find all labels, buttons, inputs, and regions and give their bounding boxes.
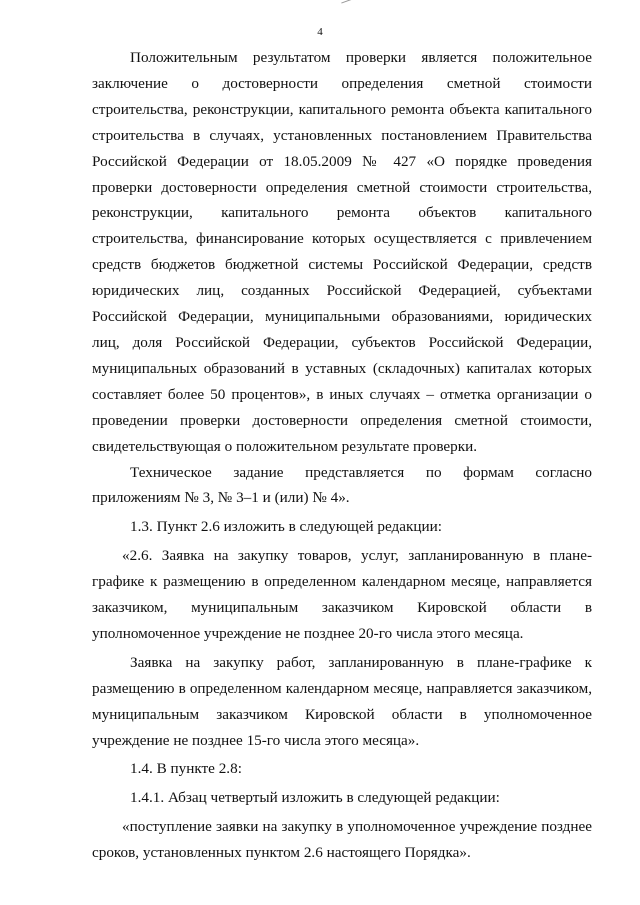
- paragraph-technical-task: Техническое задание представляется по формам согласно приложениям № 3, № 3–1 и (или) № 4».: [92, 463, 592, 507]
- paragraph-item-2-6: «2.6. Заявка на закупку товаров, услуг, запланированную в плане-графике к размещению в определенном календарном месяце, направляется заказчиком, муниципальным заказчиком Кировской области в уполномоченное учреждение не позднее 20-го числа этого месяца.: [92, 547, 592, 642]
- paragraph-item-1-4-1: 1.4.1. Абзац четвертый изложить в следующей редакции:: [130, 789, 500, 807]
- paragraph-item-1-4: 1.4. В пункте 2.8:: [130, 760, 242, 778]
- document-body: [92, 45, 592, 866]
- paragraph-item-1-3: 1.3. Пункт 2.6 изложить в следующей редакции:: [130, 518, 443, 536]
- paragraph-verification-result: Положительным результатом проверки является положительное заключение о достоверности определения сметной стоимости строительства, реконструкции, капитального ремонта объекта капитального строительства в случаях, установленных постановлением Правительства Российской Федерации от 18.05.2009 № 427 «О порядке проведения проверки достоверности определения сметной стоимости строительства, реконструкции, капитального ремонта объектов капитального строительства, финансирование которых осуществляется с привлечением средств бюджетов бюджетной системы Российской Федерации, средств юридических лиц, созданных Российской Федерацией, субъектами Российской Федерации, муниципальными образованиями, юридических лиц, доля Российской Федерации, субъектов Российской Федерации, муниципальных образований в уставных (складочных) капиталах которых составляет более 50 процентов», в иных случаях – отметка организации о проведении проверки достоверности определения сметной стоимости, свидетельствующая о положительном результате проверки.: [92, 49, 592, 455]
- paragraph-works-request: Заявка на закупку работ, запланированную в плане-графике к размещению в определенном календарном месяце, направляется заказчиком, муниципальным заказчиком Кировской области в уполномоченное учреждение не позднее 15-го числа этого месяца».: [92, 653, 592, 749]
- scan-mark: [341, 0, 357, 9]
- paragraph-fourth-abzac: «поступление заявки на закупку в уполномоченное учреждение позднее сроков, установленных пунктом 2.6 настоящего Порядка».: [92, 818, 592, 862]
- page-number: 4: [317, 26, 323, 38]
